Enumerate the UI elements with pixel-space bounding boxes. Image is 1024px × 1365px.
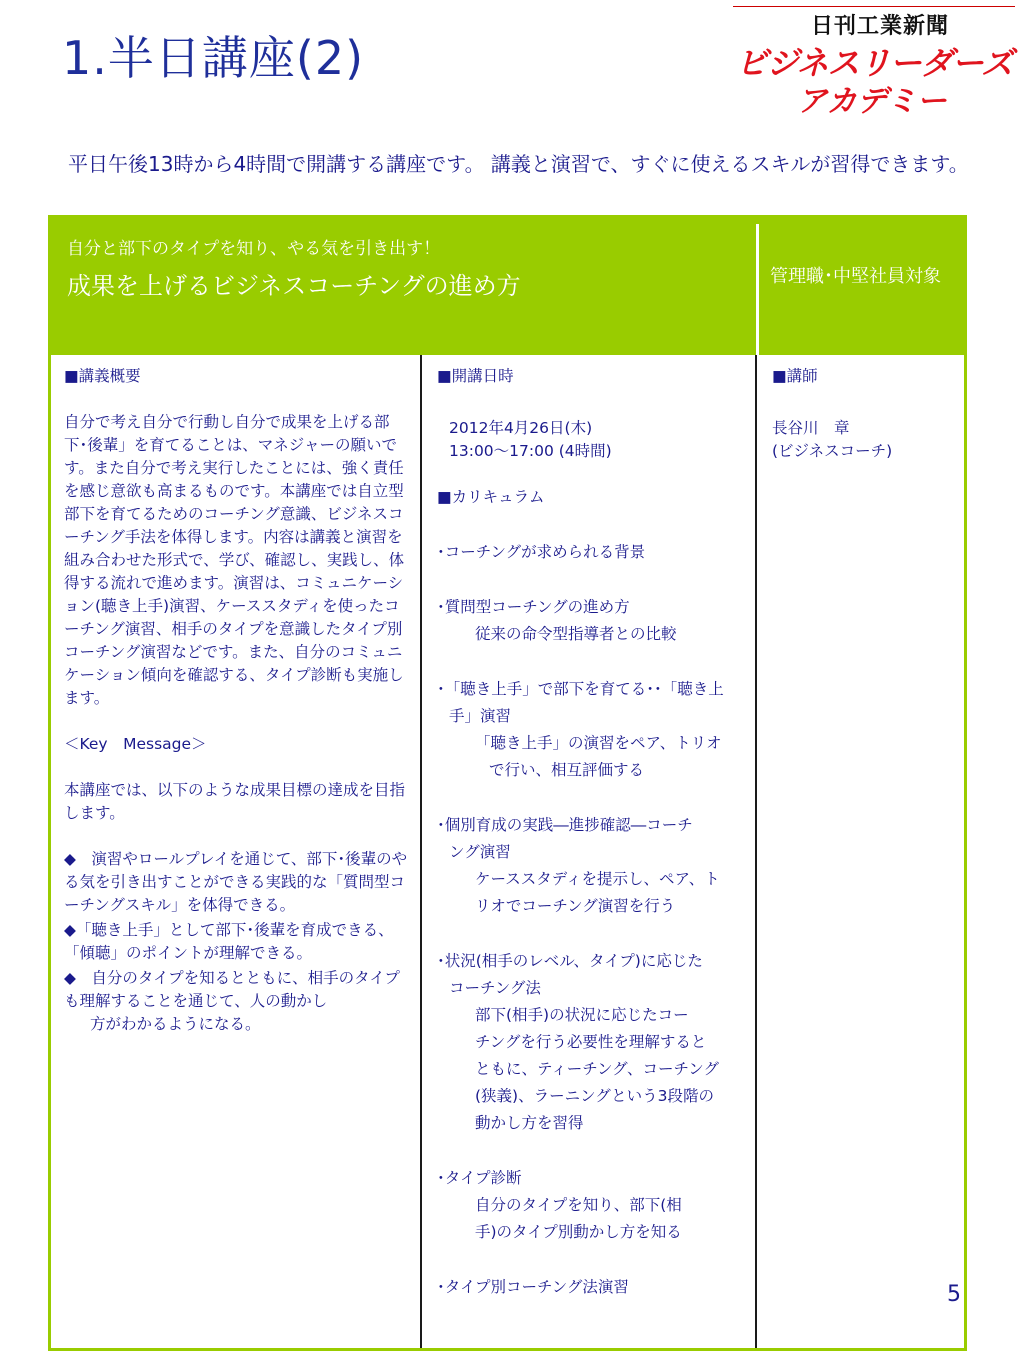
instructor-name: 長谷川 章: [772, 419, 850, 437]
course-date: 2012年4月26日(木): [449, 419, 593, 437]
curriculum-detail: 「聴き上手」の演習をペア、トリオ: [475, 734, 722, 752]
curriculum-detail: チングを行う必要性を理解すると: [475, 1033, 707, 1051]
curriculum-detail: 手)のタイプ別動かし方を知る: [475, 1223, 682, 1241]
course-target: 管理職･中堅社員対象: [770, 266, 941, 287]
course-time: 13:00～17:00 (4時間): [449, 442, 612, 460]
curriculum-detail: で行い、相互評価する: [489, 761, 645, 779]
logo-academy-suffix: アカデミー: [797, 84, 947, 119]
schedule-column: [437, 355, 757, 1299]
curriculum-detail: 部下(相手)の状況に応じたコー: [475, 1006, 689, 1024]
curriculum-item-continued: 手」演習: [449, 707, 512, 725]
curriculum-heading: ■カリキュラム: [437, 488, 545, 506]
overview-body: 自分で考え自分で行動し自分で成果を上げる部下･後輩」を育てることは、マネジャーの願いです。また自分で考え実行したことには、強く責任を感じ意欲も高まるものです。本講座では自立型部下を育てるためのコーチング意識、ビジネスコーチング手法を体得します。内容は講義と演習を組み合わせた形式で、学び、確認し、実践し、体得する流れで進めます。演習は、コミュニケーション(聴き上手)演習、ケーススタディを使ったコーチング演習、相手のタイプを意識したタイプ別コーチング演習などです。また、自分のコミュニケーション傾向を確認する、タイプ診断も実施します。: [64, 413, 405, 707]
course-table: [48, 215, 967, 1351]
course-subtitle: 自分と部下のタイプを知り、やる気を引き出す！: [67, 239, 441, 259]
curriculum-item-continued: ング演習: [449, 843, 511, 861]
page-number: 5: [947, 1282, 961, 1307]
curriculum-detail: 自分のタイプを知り、部下(相: [475, 1196, 682, 1214]
curriculum-item: ･コーチングが求められる背景: [437, 543, 646, 561]
header-divider: [756, 224, 759, 355]
overview-heading: ■講義概要: [64, 367, 141, 385]
curriculum-detail: リオでコーチング演習を行う: [475, 897, 676, 915]
instructor-role: (ビジネスコーチ): [772, 442, 893, 460]
curriculum-item: ･状況(相手のレベル、タイプ)に応じた: [437, 952, 703, 970]
logo-rule: [733, 6, 1015, 7]
goal-item-continued: 方がわかるようになる。: [90, 1015, 261, 1033]
curriculum-detail: 従来の命令型指導者との比較: [475, 625, 677, 643]
instructor-column: [772, 355, 957, 463]
curriculum-item-continued: コーチング法: [449, 979, 541, 997]
curriculum-item: ･タイプ診断: [437, 1169, 522, 1187]
schedule-heading: ■開講日時: [437, 367, 514, 385]
goal-item: ◆ 演習やロールプレイを通じて、部下･後輩のやる気を引き出すことができる実践的な「質問型コーチングスキル」を体得できる。: [64, 850, 408, 914]
course-header: [51, 218, 964, 355]
curriculum-detail: 動かし方を習得: [475, 1114, 584, 1132]
curriculum-item: ･個別育成の実践―進捗確認―コーチ: [437, 816, 693, 834]
curriculum-item: ･タイプ別コーチング法演習: [437, 1278, 629, 1296]
course-title: 成果を上げるビジネスコーチングの進め方: [67, 272, 521, 300]
key-message-heading: ＜Key Message＞: [64, 735, 207, 753]
curriculum-detail: (狭義)、ラーニングという3段階の: [475, 1087, 714, 1105]
key-message-intro: 本講座では、以下のような成果目標の達成を目指します。: [64, 781, 406, 822]
curriculum-item: ･質問型コーチングの進め方: [437, 598, 630, 616]
column-divider: [420, 355, 422, 1348]
curriculum-detail: ケーススタディを提示し、ペア、ト: [475, 870, 720, 888]
intro-text: 平日午後13時から4時間で開講する講座です。 講義と演習で、すぐに使えるスキルが習得できます。: [68, 152, 969, 176]
goal-item: ◆「聴き上手」として部下･後輩を育成できる、「傾聴」のポイントが理解できる。: [64, 921, 394, 962]
logo-academy-name: ビジネスリーダーズ: [735, 44, 1013, 82]
overview-column: [64, 355, 409, 1036]
logo-newspaper-name: 日刊工業新聞: [811, 14, 950, 39]
publisher-logo: [733, 2, 1015, 119]
goal-item: ◆ 自分のタイプを知るとともに、相手のタイプも理解することを通じて、人の動かし: [64, 969, 400, 1010]
curriculum-item: ･「聴き上手」で部下を育てる･･「聴き上: [437, 680, 724, 698]
curriculum-detail: ともに、ティーチング、コーチング: [475, 1060, 719, 1078]
instructor-heading: ■講師: [772, 367, 818, 385]
page-title: 1.半日講座(2): [62, 31, 365, 85]
